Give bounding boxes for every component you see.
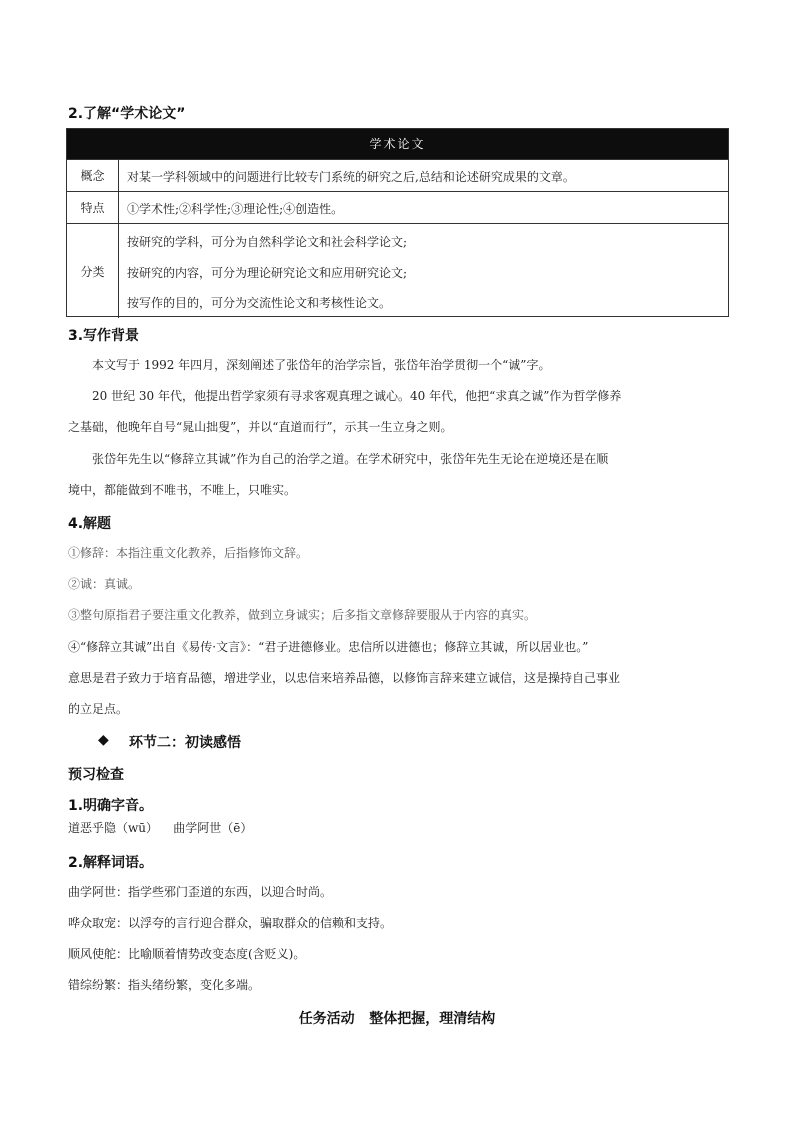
section-heading-title-explain: 4.解题 [68, 516, 112, 532]
definition-item: 顺风使舵：比喻顺着情势改变态度(含贬义)。 [68, 947, 306, 961]
paper-table [66, 128, 729, 317]
table-row-concept [67, 159, 728, 191]
pronunciation-line: 道恶乎隐（wū） 曲学阿世（ē） [68, 821, 253, 835]
background-paragraph-3-line-1: 张岱年先生以“修辞立其诚”作为自己的治学之道。在学术研究中，张岱年先生无论在逆境还是在顺 [92, 452, 609, 466]
background-paragraph-3-line-2: 境中，都能做到不唯书，不唯上，只唯实。 [68, 483, 297, 497]
explain-item-1: ①修辞：本指注重文化教养，后指修饰文辞。 [68, 546, 309, 560]
row-text: 按写作的目的，可分为交流性论文和考核性论文。 [127, 296, 392, 310]
explain-item-2: ②诚：真诚。 [68, 577, 141, 591]
explain-item-4-line-2: 意思是君子致力于培育品德，增进学业，以忠信来培养品德，以修饰言辞来建立诚信，这是操持自己事业 [68, 671, 621, 685]
row-label: 分类 [67, 224, 119, 318]
definition-item: 哗众取宠：以浮夸的言行迎合群众，骗取群众的信赖和支持。 [68, 916, 393, 930]
pronunciation-heading: 1.明确字音。 [68, 798, 154, 814]
section-heading-learn-paper: 2.了解“学术论文” [68, 106, 186, 122]
table-row-categories [67, 223, 728, 318]
definition-item: 曲学阿世：指学些邪门歪道的东西，以迎合时尚。 [68, 885, 333, 899]
link-two-heading: 环节二：初读感悟 [129, 735, 241, 751]
row-text: 按研究的学科，可分为自然科学论文和社会科学论文; [127, 235, 408, 249]
preview-heading: 预习检查 [68, 767, 124, 783]
row-text: 对某一学科领域中的问题进行比较专门系统的研究之后,总结和论述研究成果的文章。 [127, 170, 575, 184]
row-text: 按研究的内容，可分为理论研究论文和应用研究论文; [127, 266, 408, 280]
section-heading-background: 3.写作背景 [68, 328, 140, 344]
explain-item-3: ③整句原指君子要注重文化教养，做到立身诚实；后多指文章修辞要服从于内容的真实。 [68, 608, 537, 622]
background-paragraph-1: 本文写于 1992 年四月，深刻阐述了张岱年的治学宗旨，张岱年治学贯彻一个“诚”字。 [92, 358, 551, 372]
row-text: ①学术性;②科学性;③理论性;④创造性。 [127, 202, 344, 216]
explain-item-4-line-3: 的立足点。 [68, 702, 129, 716]
row-label: 概念 [67, 160, 119, 191]
explain-item-4-line-1: ④“修辞立其诚”出自《易传·文言》：“君子进德修业。忠信所以进德也；修辞立其诚，所以居业也。” [68, 640, 589, 654]
table-row-features [67, 191, 728, 223]
link-bullet-icon: ◆ [98, 732, 109, 748]
definitions-heading: 2.解释词语。 [68, 855, 154, 871]
table-title: 学术论文 [67, 129, 728, 159]
task-activity-heading: 任务活动 整体把握，理清结构 [298, 1011, 496, 1027]
background-paragraph-2-line-2: 之基础，他晚年自号“晁山拙叟”，并以“直道而行”，示其一生立身之则。 [68, 420, 453, 434]
definition-item: 错综纷繁：指头绪纷繁，变化多端。 [68, 978, 261, 992]
row-label: 特点 [67, 192, 119, 223]
background-paragraph-2-line-1: 20 世纪 30 年代，他提出哲学家须有寻求客观真理之诚心。40 年代，他把“求真之诚”作为哲学修养 [92, 389, 622, 403]
